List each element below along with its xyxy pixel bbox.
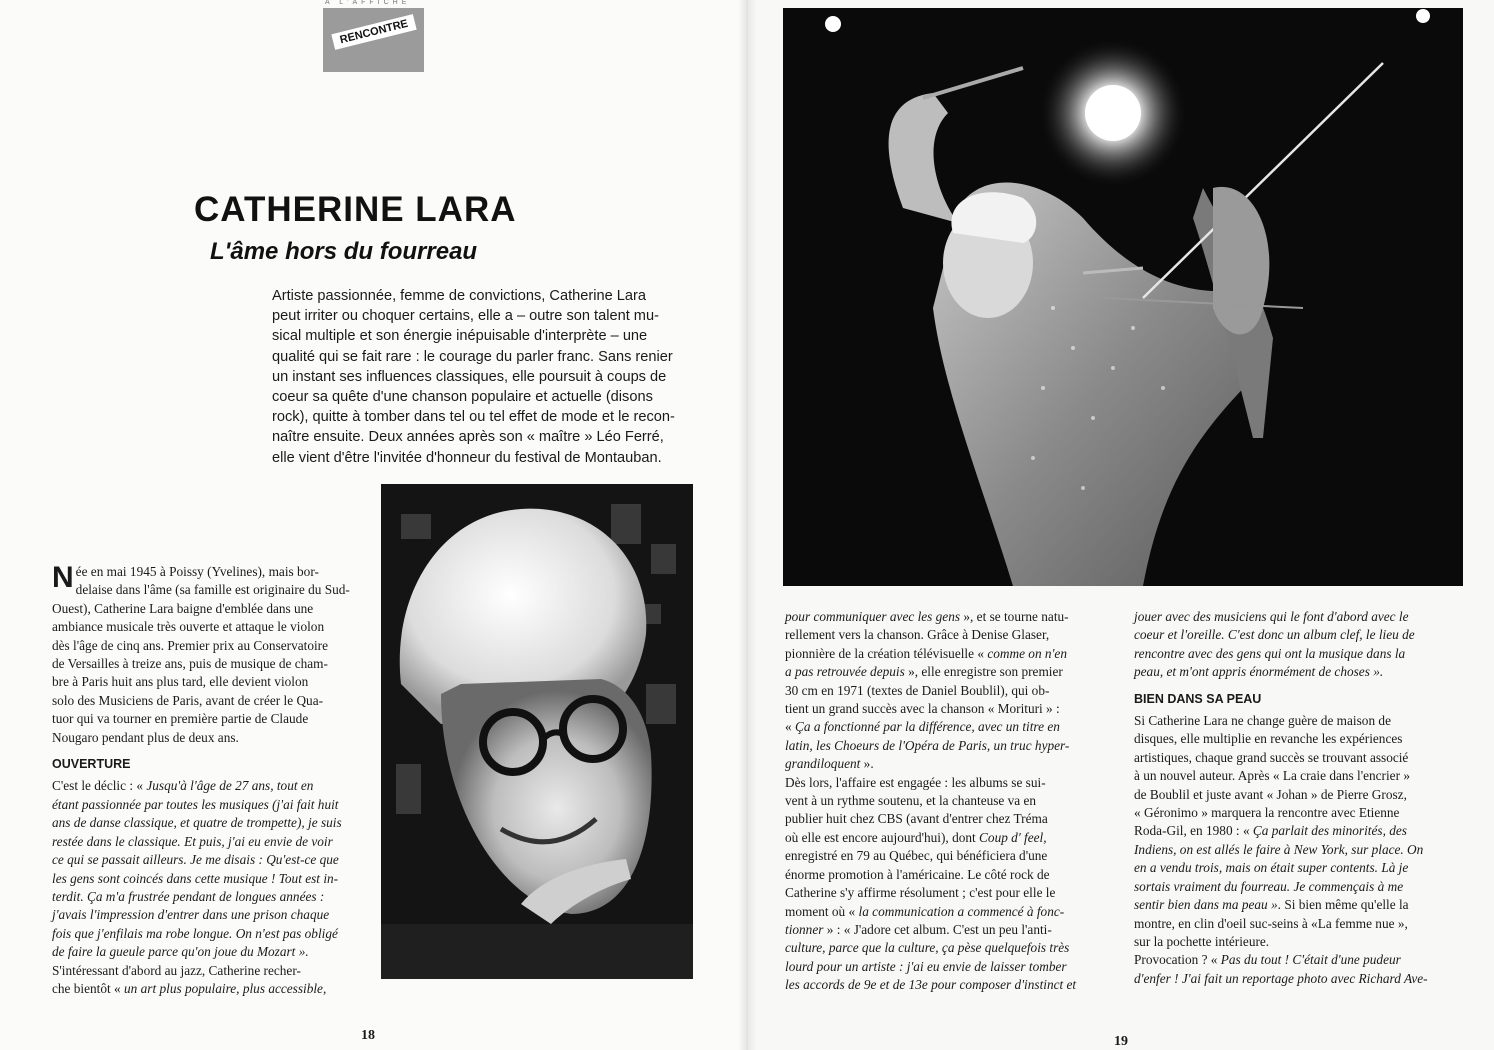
body-line: sur la pochette intérieure. [1134,933,1270,949]
page-number-left: 18 [361,1028,375,1043]
italic-quote: Ça parlait des minorités, des [1252,823,1407,839]
lead-line: rock), quitte à tomber dans tel ou tel effet de mode et le recon- [272,409,675,426]
body-line: Provocation ? « Pas du tout ! C'était d'une pudeur [1134,952,1401,968]
article-title: CATHERINE LARA [194,190,517,229]
body-line: pionnière de la création télévisuelle « comme on n'en [785,645,1067,661]
body-line [1134,970,1464,988]
body-line: S'intéressant d'abord au jazz, Catherine recher- [52,962,301,978]
italic-quote: grandiloquent [785,756,861,772]
body-line: à un nouvel auteur. Après « La craie dans l'encrier » [1134,768,1410,784]
body-line: « Géronimo » marquera la rencontre avec Etienne [1134,805,1400,821]
article-column-3 [1134,608,1464,988]
italic-quote: d'enfer ! J'ai fait un reportage photo avec Richard Ave- [1134,970,1428,986]
article-column-1 [52,563,360,998]
body-line: dès l'âge de cinq ans. Premier prix au Conservatoire [52,637,329,653]
body-line: ambiance musicale très ouverte et attaque le violon [52,619,325,635]
body-line: a pas retrouvée depuis », elle enregistre son premier [785,664,1063,680]
body-line: solo des Musiciens de Paris, avant de créer le Qua- [52,692,324,708]
body-line [52,870,360,888]
body-line: rellement vers la chanson. Grâce à Denise Glaser, [785,627,1050,643]
body-line: montre, en clin d'oeil suc-seins à «La femme nue », [1134,915,1408,931]
body-line [52,906,360,924]
body-line: publier huit chez CBS (avant d'entrer chez Tréma [785,811,1048,827]
italic-quote: ce qui se passait ailleurs. Je me disais : Qu'est-ce que [52,852,339,868]
lead-line: sical multiple et son énergie inépuisable d'interprète – une [272,328,648,345]
italic-quote: fois que j'enfilais ma robe longue. On n'est pas obligé [52,925,338,941]
page-number-right: 19 [1114,1034,1128,1049]
body-line [52,814,360,832]
body-line: rencontre avec des gens qui ont la musique dans la [1134,645,1406,661]
section-kicker: A L'AFFICHE [325,0,411,6]
body-line [785,737,1115,755]
italic-quote: terdit. Ça m'a frustrée pendant de longues années : [52,888,325,904]
body-line: ée en mai 1945 à Poissy (Yvelines), mais bor- [75,564,319,579]
body-line: vent à un rythme soutenu, et la chanteuse va en [785,793,1037,809]
body-line: Catherine s'y affirme résolument ; c'est pour elle le [785,885,1056,901]
article-subtitle: L'âme hors du fourreau [210,238,478,265]
article-lead [272,286,693,468]
body-line: artistiques, chaque grand succès se trouvant associé [1134,749,1409,765]
italic-quote: Jusqu'à l'âge de 27 ans, tout en [146,778,314,794]
body-line: Ouest), Catherine Lara baigne d'emblée dans une [52,600,314,616]
body-line [52,943,360,961]
body-line: C'est le déclic : « Jusqu'à l'âge de 27 ans, tout en [52,778,314,794]
body-line: sentir bien dans ma peau ». Si bien même qu'elle la [1134,897,1409,913]
body-line [52,796,360,814]
italic-quote: latin, les Choeurs de l'Opéra de Paris, un truc hyper- [785,737,1070,753]
body-line: tuor qui va tourner en première partie de Claude [52,711,309,727]
italic-quote: a pas retrouvée depuis [785,664,905,680]
concert-photo-image [783,8,1463,586]
italic-quote: pour communiquer avec les gens [785,609,961,624]
italic-quote: lourd pour un artiste : j'ai eu envie de laisser tomber [785,958,1067,974]
italic-quote: comme on n'en [987,645,1067,661]
section-heading: OUVERTURE [52,757,131,772]
drop-cap: N [52,561,74,594]
italic-quote: Coup d' feel, [979,829,1047,845]
body-line: delaise dans l'âme (sa famille est originaire du Sud- [75,582,350,598]
portrait-photo [381,484,693,979]
italic-quote: la communication a commencé à fonc- [858,903,1065,919]
italic-quote: un art plus populaire, plus accessible, [124,980,327,996]
italic-quote: étant passionnée par toutes les musiques (j'ai fait huit [52,796,339,812]
section-heading: BIEN DANS SA PEAU [1134,691,1262,706]
italic-quote: de faire la gueule parce qu'on joue du Mozart ». [52,944,309,960]
body-line: pour communiquer avec les gens », et se tourne natu- [785,609,1069,624]
body-line: tient un grand succès avec la chanson « Morituri » : [785,701,1060,717]
body-line: bre à Paris huit ans plus tard, elle devient violon [52,674,309,690]
portrait-photo-image [381,484,693,979]
italic-quote: tionner [785,921,824,937]
page-gutter [738,0,756,1050]
body-line: 30 cm en 1971 (textes de Daniel Boublil), qui ob- [785,682,1050,698]
body-line: tionner » : « J'adore cet album. C'est un peu l'anti- [785,921,1052,937]
body-line [52,833,360,851]
body-line [785,976,1115,994]
body-line: che bientôt « un art plus populaire, plus accessible, [52,980,327,996]
italic-quote: j'avais l'impression d'entrer dans une prison chaque [52,907,330,923]
body-line: Nougaro pendant plus de deux ans. [52,729,239,745]
body-line: Dès lors, l'affaire est engagée : les albums se sui- [785,774,1046,790]
body-line [1134,878,1464,896]
article-column-2 [785,608,1115,995]
body-line [1134,859,1464,877]
body-line [785,939,1115,957]
italic-quote: les gens sont coincés dans cette musique ! Tout est in- [52,870,339,886]
body-line: où elle est encore aujourd'hui), dont Coup d' feel, [785,829,1047,845]
body-line: jouer avec des musiciens qui le font d'abord avec le [1134,609,1409,624]
section-badge-label: RENCONTRE [331,14,416,50]
italic-quote: ans de danse classique, et quatre de trompette), je suis [52,815,342,831]
concert-photo [783,8,1463,586]
italic-quote: culture, parce que la culture, ça pèse quelquefois très [785,940,1070,956]
body-line: enregistré en 79 au Québec, qui bénéficiera d'une [785,848,1048,864]
body-line: Roda-Gil, en 1980 : « Ça parlait des minorités, des [1134,823,1407,839]
italic-quote: sortais vraiment du fourreau. Je commençais à me [1134,878,1404,894]
lead-line: Artiste passionnée, femme de convictions, Catherine Lara [272,288,646,304]
body-line: grandiloquent ». [785,756,874,772]
lead-line: qualité qui se fait rare : le courage du parler franc. Sans renier [272,348,673,365]
lead-line: un instant ses influences classiques, elle poursuit à coups de [272,368,667,385]
body-line: de Boublil et juste avant « Johan » de Pierre Grosz, [1134,786,1407,802]
lead-line: naître ensuite. Deux années après son « maître » Léo Ferré, [272,429,664,446]
lead-line: peut irriter ou choquer certains, elle a – outre son talent mu- [272,308,659,325]
body-line [785,958,1115,976]
italic-quote: Ça a fonctionné par la différence, avec un titre en [794,719,1060,735]
body-line [52,888,360,906]
body-line: disques, elle multiplie en revanche les expériences [1134,731,1403,747]
body-line: de Versailles à treize ans, puis de musique de cham- [52,656,328,672]
italic-quote: sentir bien dans ma peau » [1134,897,1278,913]
body-line: Si Catherine Lara ne change guère de maison de [1134,713,1391,729]
italic-quote: Pas du tout ! C'était d'une pudeur [1220,952,1401,968]
italic-quote: restée dans le classique. Et puis, j'ai eu envie de voir [52,833,333,849]
italic-quote: les accords de 9e et de 13e pour composer d'instinct et [785,977,1077,993]
body-line: « Ça a fonctionné par la différence, avec un titre en [785,719,1060,735]
body-line: moment où « la communication a commencé à fonc- [785,903,1065,919]
body-line [52,925,360,943]
body-line: coeur et l'oreille. C'est donc un album clef, le lieu de [1134,627,1415,643]
lead-line: elle vient d'être l'invitée d'honneur du festival de Montauban. [272,449,662,466]
italic-quote: en a vendu trois, mais on était super contents. Là je [1134,860,1409,876]
body-line [1134,841,1464,859]
body-line [52,851,360,869]
body-line: énorme promotion à l'américaine. Le côté rock de [785,866,1050,882]
italic-quote: Indiens, on est allés le faire à New York, sur place. On [1134,841,1424,857]
body-line: peau, et m'ont appris énormément de choses ». [1134,664,1384,680]
lead-line: coeur sa quête d'une chanson populaire et actuelle (disons [272,389,653,406]
